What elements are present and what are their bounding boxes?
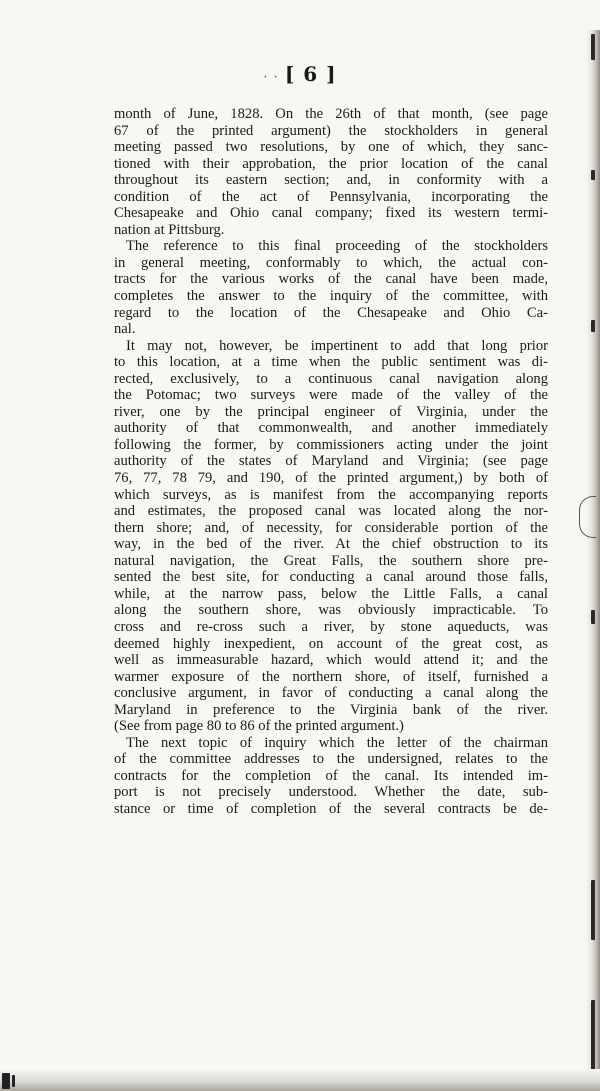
body-text (114, 106, 548, 818)
text-line: river, one by the principal engineer of Virginia, under the (114, 403, 548, 420)
text-line: along the southern shore, was obviously impracticable. To (114, 602, 548, 619)
edge-mark (591, 34, 595, 60)
paragraph-start-line: It may not, however, be impertinent to add that long prior (126, 337, 548, 354)
text-line: authority of that commonwealth, and another immediately (114, 420, 548, 437)
margin-bracket-mark (579, 496, 596, 538)
text-line: rected, exclusively, to a continuous canal navigation along (114, 370, 548, 387)
text-line: 76, 77, 78 79, and 190, of the printed argument,) by both of (114, 470, 548, 487)
text-line: following the former, by commissioners acting under the joint (114, 436, 548, 453)
text-line: condition of the act of Pennsylvania, incorporating the (114, 188, 548, 205)
text-line: of the committee addresses to the undersigned, relates to the (114, 751, 548, 768)
paragraph-start-line: The next topic of inquiry which the letter of the chairman (126, 734, 548, 751)
text-line: (See from page 80 to 86 of the printed argument.) (114, 718, 404, 735)
edge-mark (591, 170, 595, 180)
text-line: thern shore; and, of necessity, for considerable portion of the (114, 519, 548, 536)
edge-mark (591, 880, 595, 940)
text-line: nation at Pittsburg. (114, 221, 225, 238)
edge-mark (591, 610, 595, 624)
text-line: cross and re-cross such a river, by stone aqueducts, was (114, 618, 548, 635)
text-line: completes the answer to the inquiry of the committee, with (114, 288, 548, 305)
text-line: well as immeasurable hazard, which would attend it; and the (114, 652, 548, 669)
text-line: tracts for the various works of the canal have been made, (114, 271, 548, 288)
text-line: which surveys, as is manifest from the accompanying reports (114, 486, 548, 503)
text-line: stance or time of completion of the several contracts be de- (114, 800, 548, 817)
text-line: natural navigation, the Great Falls, the southern shore pre- (114, 552, 548, 569)
text-line: regard to the location of the Chesapeake and Ohio Ca- (114, 304, 548, 321)
text-line: way, in the bed of the river. At the chief obstruction to its (114, 536, 548, 553)
text-line: deemed highly inexpedient, on account of the great cost, as (114, 635, 548, 652)
text-line: meeting passed two resolutions, by one of which, they sanc- (114, 139, 548, 156)
page-number (0, 62, 600, 86)
page-number-label: [ 6 ] (284, 62, 337, 86)
text-line: in general meeting, conformably to which, the actual con- (114, 254, 548, 271)
text-line: tioned with their approbation, the prior location of the canal (114, 155, 548, 172)
text-line: to this location, at a time when the public sentiment was di- (114, 354, 548, 371)
edge-mark (591, 1000, 595, 1070)
text-line: port is not precisely understood. Whether the date, sub- (114, 784, 548, 801)
text-line: warmer exposure of the northern shore, of itself, furnished a (114, 668, 548, 685)
text-line: nal. (114, 321, 136, 338)
text-line: 67 of the printed argument) the stockholders in general (114, 122, 548, 139)
text-line: and estimates, the proposed canal was located along the nor- (114, 503, 548, 520)
text-line: contracts for the completion of the canal. Its intended im- (114, 767, 548, 784)
scan-mark (12, 1075, 15, 1087)
text-line: sented the best site, for conducting a canal around those falls, (114, 569, 548, 586)
text-line: throughout its eastern section; and, in conformity with a (114, 172, 548, 189)
text-line: Chesapeake and Ohio canal company; fixed its western termi- (114, 205, 548, 222)
text-line: Maryland in preference to the Virginia bank of the river. (114, 701, 548, 718)
scan-mark (2, 1073, 10, 1089)
page-number-dots: · · (263, 70, 279, 85)
text-line: while, at the narrow pass, below the Little Falls, a canal (114, 585, 548, 602)
text-line: the Potomac; two surveys were made of the valley of the (114, 387, 548, 404)
paragraph-start-line: The reference to this final proceeding of the stockholders (126, 238, 548, 255)
text-line: conclusive argument, in favor of conducting a canal along the (114, 685, 548, 702)
text-line: authority of the states of Maryland and Virginia; (see page (114, 453, 548, 470)
edge-mark (591, 320, 595, 332)
text-line: month of June, 1828. On the 26th of that month, (see page (114, 106, 548, 122)
page-bottom-edge (0, 1069, 600, 1091)
